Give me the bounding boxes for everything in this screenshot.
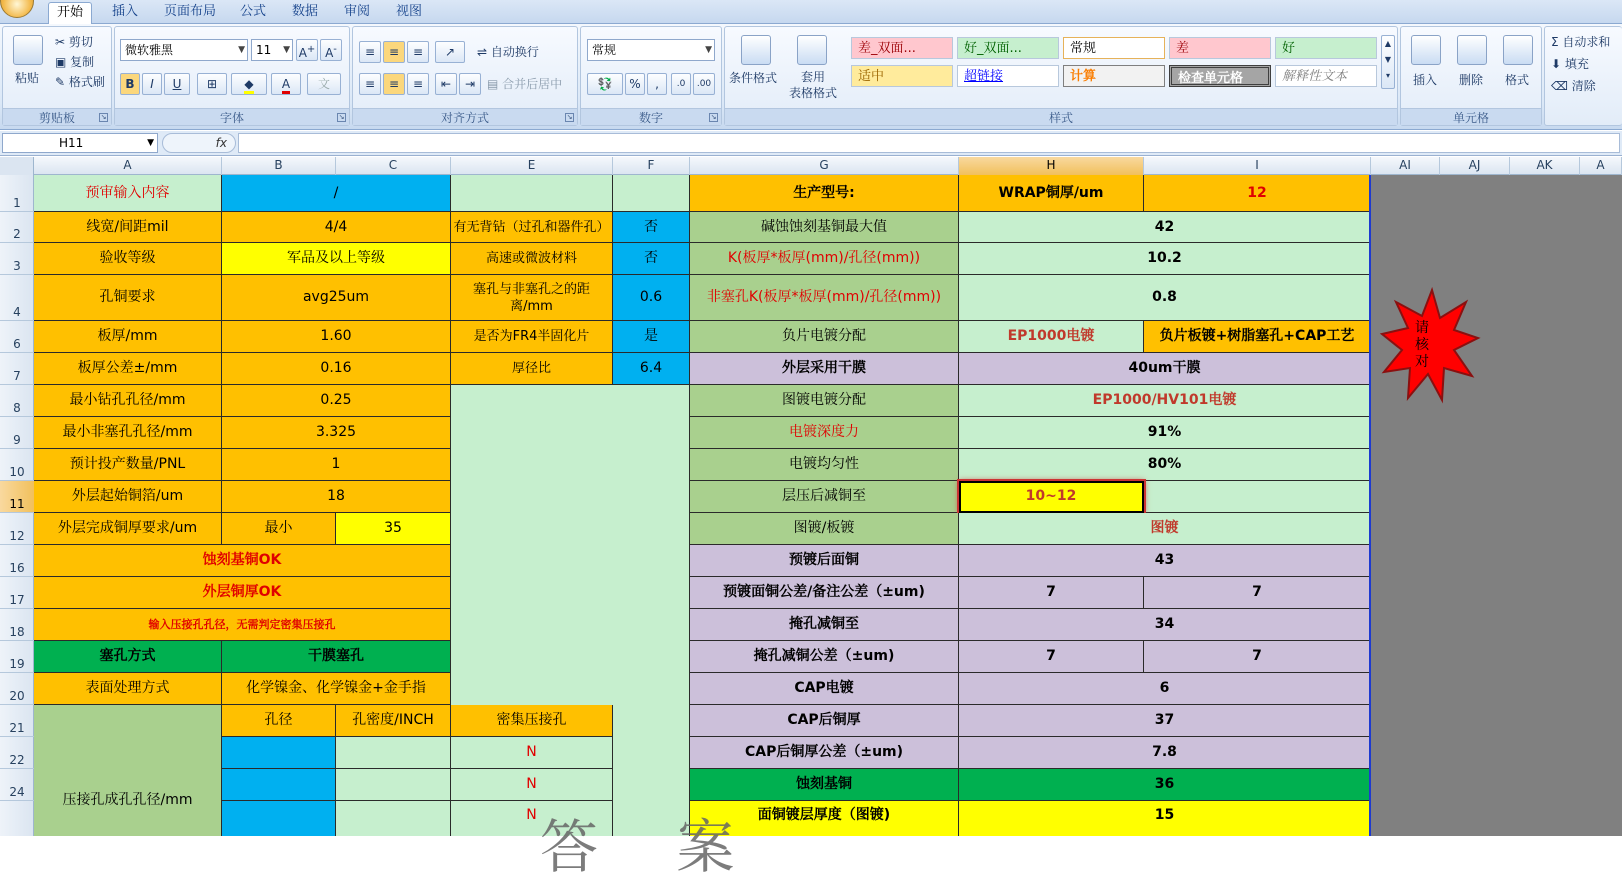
increase-indent-button[interactable]: ⇥	[459, 73, 481, 95]
cell-H12[interactable]: 图镀	[959, 513, 1371, 545]
fill-color-button[interactable]	[231, 73, 267, 95]
cell-A20[interactable]: 表面处理方式	[34, 673, 222, 705]
cell-E2[interactable]: 有无背钻（过孔和器件孔）	[451, 212, 613, 243]
cell-F7[interactable]: 6.4	[613, 353, 690, 385]
chevron-down-icon: ▼	[147, 138, 154, 148]
row-header[interactable]	[0, 545, 34, 577]
autosum-button[interactable]: Σ 自动求和	[1551, 35, 1611, 49]
select-all-corner[interactable]	[0, 157, 34, 175]
cell-B1[interactable]: /	[222, 175, 451, 212]
group-alignment	[352, 26, 578, 126]
selection-box	[959, 481, 1144, 513]
cell-H7[interactable]: 40um干膜	[959, 353, 1371, 385]
cell-H4[interactable]: 0.8	[959, 275, 1371, 321]
conditional-format-button[interactable]: 条件格式	[729, 71, 778, 85]
column-header[interactable]: H	[959, 157, 1144, 175]
cell-B10[interactable]: 1	[222, 449, 451, 481]
cell-H21[interactable]: 37	[959, 705, 1371, 737]
delete-cells-icon[interactable]	[1457, 35, 1487, 65]
column-header[interactable]: I	[1144, 157, 1371, 175]
cell-C12[interactable]: 35	[336, 513, 451, 545]
cell-E22[interactable]: N	[451, 737, 613, 769]
row-number: 21	[9, 721, 25, 735]
column-header[interactable]: A	[1580, 157, 1622, 175]
row-number: 4	[13, 305, 21, 319]
row-header[interactable]	[0, 175, 34, 212]
cell-E3[interactable]: 高速或微波材料	[451, 243, 613, 275]
group-title-number: 数字	[581, 108, 721, 125]
comma-button[interactable]: ,	[647, 73, 667, 95]
font-color-icon: A	[282, 77, 290, 94]
cell-E1[interactable]	[451, 175, 613, 212]
style-neutral[interactable]: 适中	[851, 65, 953, 87]
align-middle-button[interactable]: ≡	[383, 41, 405, 63]
row-number: 22	[9, 753, 25, 767]
cell-E24[interactable]: N	[451, 769, 613, 801]
cell-A12[interactable]: 外层完成铜厚要求/um	[34, 513, 222, 545]
cell-B11[interactable]: 18	[222, 481, 451, 513]
wrap-icon: ⇌	[477, 45, 491, 59]
font-name-combo[interactable]: 微软雅黑 ▼	[120, 39, 248, 61]
cell-H9[interactable]: 91%	[959, 417, 1371, 449]
row-number: 19	[9, 657, 25, 671]
cell-E6[interactable]: 是否为FR4半固化片	[451, 321, 613, 353]
row-number: 3	[13, 259, 21, 273]
cell-B22[interactable]	[222, 737, 336, 769]
bold-button[interactable]: B	[120, 73, 140, 95]
cell-A3[interactable]: 验收等级	[34, 243, 222, 275]
cell-A9[interactable]: 最小非塞孔孔径/mm	[34, 417, 222, 449]
align-left-button[interactable]: ≡	[359, 73, 381, 95]
border-button[interactable]	[197, 73, 227, 95]
underline-button[interactable]: U	[164, 73, 190, 95]
orientation-button[interactable]: ↗	[435, 41, 465, 63]
chevron-down-icon: ▼	[283, 45, 290, 55]
styles-scroll[interactable]: ▲ ▼ ▾	[1381, 35, 1395, 89]
insert-cells-button[interactable]: 插入	[1413, 73, 1438, 87]
cell-G24[interactable]: 蚀刻基铜	[690, 769, 959, 801]
decrease-decimal-button[interactable]: .00	[693, 73, 715, 95]
chevron-down-icon: ▼	[238, 45, 245, 55]
group-number	[580, 26, 722, 126]
cell-A1[interactable]: 预审输入内容	[34, 175, 222, 212]
cell-I11[interactable]	[1144, 481, 1371, 513]
copy-button[interactable]: ▣ 复制	[55, 55, 95, 69]
cell-A4[interactable]: 孔铜要求	[34, 275, 222, 321]
row-number: 6	[13, 337, 21, 351]
row-number: 11	[9, 497, 25, 511]
cell-A24: 压接孔成孔孔径/mm	[62, 792, 193, 808]
group-font	[114, 26, 350, 126]
cell-C21[interactable]: 孔密度/INCH	[336, 705, 451, 737]
cell-B25[interactable]	[222, 801, 336, 836]
cell-G12[interactable]: 图镀/板镀	[690, 513, 959, 545]
cell-H22[interactable]: 7.8	[959, 737, 1371, 769]
row-number: 20	[9, 689, 25, 703]
tab-home[interactable]: 开始	[48, 2, 92, 24]
cell-F3[interactable]: 否	[613, 243, 690, 275]
shrink-font-button[interactable]: A-	[320, 39, 342, 61]
cell-E8-block[interactable]	[451, 385, 690, 712]
group-clipboard	[2, 26, 112, 126]
cell-H8[interactable]: EP1000/HV101电镀	[959, 385, 1371, 417]
cell-A19[interactable]: 塞孔方式	[34, 641, 222, 673]
merge-icon: ▤	[487, 77, 503, 91]
scissors-icon: ✂	[55, 35, 69, 49]
cell-I6[interactable]: 负片板镀+树脂塞孔+CAP工艺	[1144, 321, 1371, 353]
percent-button[interactable]: %	[625, 73, 645, 95]
cell-G20[interactable]: CAP电镀	[690, 673, 959, 705]
row-number: 10	[9, 465, 25, 479]
cell-B3[interactable]: 军品及以上等级	[222, 243, 451, 275]
cell-B6[interactable]: 1.60	[222, 321, 451, 353]
cell-A6[interactable]: 板厚/mm	[34, 321, 222, 353]
paste-icon[interactable]	[13, 35, 43, 65]
cell-H24[interactable]: 36	[959, 769, 1371, 801]
cell-H3[interactable]: 10.2	[959, 243, 1371, 275]
cell-H18[interactable]: 34	[959, 609, 1371, 641]
row-header[interactable]	[0, 481, 34, 513]
font-color-button[interactable]	[271, 73, 301, 95]
copy-icon: ▣	[55, 55, 71, 69]
cell-C24[interactable]	[336, 769, 451, 801]
delete-cells-button[interactable]: 删除	[1459, 73, 1484, 87]
name-box[interactable]: H11 ▼	[2, 133, 158, 153]
cell-H17[interactable]: 7	[959, 577, 1144, 609]
cell-I17[interactable]: 7	[1144, 577, 1371, 609]
row-header[interactable]	[0, 385, 34, 417]
row-headers	[0, 175, 34, 836]
column-header[interactable]: AJ	[1440, 157, 1510, 175]
cell-H2[interactable]: 42	[959, 212, 1371, 243]
cell-A11[interactable]: 外层起始铜箔/um	[34, 481, 222, 513]
cell-I19[interactable]: 7	[1144, 641, 1371, 673]
cell-F2[interactable]: 否	[613, 212, 690, 243]
column-header[interactable]: AK	[1510, 157, 1580, 175]
insert-cells-icon[interactable]	[1411, 35, 1441, 65]
cut-button[interactable]: ✂ 剪切	[55, 35, 93, 49]
cell-G18[interactable]: 掩孔减铜至	[690, 609, 959, 641]
number-launcher-icon[interactable]: ↘	[710, 113, 717, 121]
tab-data[interactable]: 数据	[292, 4, 319, 19]
chevron-down-icon: ▼	[705, 45, 712, 55]
style-explanatory[interactable]: 解释性文本	[1275, 65, 1377, 87]
increase-decimal-button[interactable]: .0	[671, 73, 691, 95]
cell-B24[interactable]	[222, 769, 336, 801]
cell-G8[interactable]: 图镀电镀分配	[690, 385, 959, 417]
row-header[interactable]	[0, 641, 34, 673]
style-good[interactable]: 好	[1275, 37, 1377, 59]
cell-A2[interactable]: 线宽/间距mil	[34, 212, 222, 243]
row-header[interactable]	[0, 212, 34, 243]
decrease-indent-button[interactable]: ⇤	[435, 73, 457, 95]
clipboard-launcher-icon[interactable]: ↘	[100, 113, 107, 121]
cell-F4[interactable]: 0.6	[613, 275, 690, 321]
row-header[interactable]	[0, 275, 34, 321]
row-number: 8	[13, 401, 21, 415]
cell-B20[interactable]: 化学镍金、化学镍金+金手指	[222, 673, 451, 705]
cell-A18[interactable]: 输入压接孔孔径，无需判定密集压接孔	[34, 609, 451, 641]
cell-H10[interactable]: 80%	[959, 449, 1371, 481]
cell-B21[interactable]: 孔径	[222, 705, 336, 737]
group-cells	[1400, 26, 1542, 126]
cell-B12[interactable]: 最小	[222, 513, 336, 545]
column-header[interactable]: E	[451, 157, 613, 175]
gray-area	[1371, 175, 1622, 836]
group-title-alignment: 对齐方式	[353, 108, 577, 125]
row-number: 12	[9, 529, 25, 543]
cell-G21[interactable]: CAP后铜厚	[690, 705, 959, 737]
cell-I1[interactable]: 12	[1144, 175, 1371, 212]
cell-G3[interactable]: K(板厚*板厚(mm)/孔径(mm))	[690, 243, 959, 275]
cell-A8[interactable]: 最小钻孔孔径/mm	[34, 385, 222, 417]
cell-G10[interactable]: 电镀均匀性	[690, 449, 959, 481]
column-headers	[0, 157, 1622, 175]
cell-E25[interactable]: N	[451, 801, 613, 836]
group-title-font: 字体	[115, 108, 349, 125]
tab-page-layout[interactable]: 页面布局	[164, 4, 217, 19]
group-styles	[724, 26, 1398, 126]
style-good-double[interactable]: 好_双面...	[957, 37, 1059, 59]
cell-B4[interactable]: avg25um	[222, 275, 451, 321]
align-center-button[interactable]: ≡	[383, 73, 405, 95]
row-header[interactable]	[0, 321, 34, 353]
fx-icon[interactable]: fx	[162, 133, 236, 153]
formula-bar	[0, 131, 1622, 156]
wrap-text-button[interactable]: ⇌ 自动换行	[477, 45, 539, 59]
column-header[interactable]: F	[613, 157, 690, 175]
align-bottom-button[interactable]: ≡	[407, 41, 429, 63]
row-number: 2	[13, 227, 21, 241]
row-header[interactable]	[0, 449, 34, 481]
callout-text: 请核对	[1415, 320, 1429, 370]
row-header[interactable]	[0, 353, 34, 385]
align-right-button[interactable]: ≡	[407, 73, 429, 95]
brush-icon: ✎	[55, 75, 69, 89]
paste-button[interactable]: 粘贴	[15, 71, 40, 85]
row-number: 18	[9, 625, 25, 639]
group-title-cells: 单元格	[1401, 108, 1541, 125]
cell-G19[interactable]: 掩孔减铜公差（±um)	[690, 641, 959, 673]
paint-bucket-icon: ◆	[244, 77, 253, 94]
align-top-button[interactable]: ≡	[359, 41, 381, 63]
column-header[interactable]: A	[34, 157, 222, 175]
row-header[interactable]	[0, 513, 34, 545]
alignment-launcher-icon[interactable]: ↘	[566, 113, 573, 121]
cell-H6[interactable]: EP1000电镀	[959, 321, 1144, 353]
row-number: 7	[13, 369, 21, 383]
tab-insert[interactable]: 插入	[112, 4, 139, 19]
group-editing	[1544, 26, 1622, 126]
cell-A10[interactable]: 预计投产数量/PNL	[34, 449, 222, 481]
style-calculation[interactable]: 计算	[1063, 65, 1165, 87]
italic-button[interactable]: I	[142, 73, 162, 95]
clear-button[interactable]: ⌫ 清除	[1551, 79, 1596, 93]
format-cells-icon[interactable]	[1503, 35, 1533, 65]
row-number: 16	[9, 561, 25, 575]
row-header[interactable]	[0, 577, 34, 609]
office-button[interactable]	[0, 0, 34, 18]
style-normal[interactable]: 常规	[1063, 37, 1165, 59]
cell-H11[interactable]: 10~12	[959, 481, 1144, 513]
row-number: 1	[13, 196, 21, 210]
group-title-styles: 样式	[725, 108, 1397, 125]
eraser-icon: ⌫	[1551, 79, 1572, 93]
cell-F6[interactable]: 是	[613, 321, 690, 353]
column-header[interactable]: AI	[1371, 157, 1440, 175]
cell-G4[interactable]: 非塞孔K(板厚*板厚(mm)/孔径(mm))	[690, 275, 959, 321]
table-format-icon[interactable]	[797, 35, 827, 65]
row-header[interactable]	[0, 705, 34, 737]
cell-A21-block[interactable]	[34, 705, 222, 836]
sheet-grid	[34, 175, 1622, 836]
row-number: 24	[9, 785, 25, 799]
style-hyperlink[interactable]: 超链接	[957, 65, 1059, 87]
border-icon: ⊞	[206, 77, 218, 91]
cell-H16[interactable]: 43	[959, 545, 1371, 577]
style-bad-double[interactable]: 差_双面...	[851, 37, 953, 59]
cell-E21[interactable]: 密集压接孔	[451, 705, 613, 737]
row-number: 9	[13, 433, 21, 447]
cell-A7[interactable]: 板厚公差±/mm	[34, 353, 222, 385]
cell-A17[interactable]: 外层铜厚OK	[34, 577, 451, 609]
column-header[interactable]: B	[222, 157, 336, 175]
cell-G16[interactable]: 预镀后面铜	[690, 545, 959, 577]
row-header[interactable]	[0, 417, 34, 449]
cell-B7[interactable]: 0.16	[222, 353, 451, 385]
phonetic-button[interactable]: 文	[307, 73, 341, 95]
conditional-format-icon[interactable]	[741, 35, 771, 65]
row-header[interactable]	[0, 673, 34, 705]
cell-G22[interactable]: CAP后铜厚公差（±um)	[690, 737, 959, 769]
format-cells-button[interactable]: 格式	[1505, 73, 1530, 87]
cell-G7[interactable]: 外层采用干膜	[690, 353, 959, 385]
row-header[interactable]	[0, 243, 34, 275]
column-header[interactable]: C	[336, 157, 451, 175]
grow-font-button[interactable]: A+	[296, 39, 318, 61]
cell-G1[interactable]: 生产型号:	[690, 175, 959, 212]
number-format-combo[interactable]: 常规 ▼	[587, 39, 715, 61]
row-header[interactable]	[0, 609, 34, 641]
column-header[interactable]: G	[690, 157, 959, 175]
watermark-text: 答 案	[540, 813, 765, 881]
tab-review[interactable]: 审阅	[344, 4, 371, 19]
cell-C22[interactable]	[336, 737, 451, 769]
cell-H25[interactable]: 15	[959, 801, 1371, 836]
formula-input[interactable]	[238, 133, 1620, 153]
cell-G11[interactable]: 层压后减铜至	[690, 481, 959, 513]
print-area-border	[1369, 175, 1371, 836]
cell-G2[interactable]: 碱蚀蚀刻基铜最大值	[690, 212, 959, 243]
fill-icon: ⬇	[1551, 57, 1565, 71]
cell-G25[interactable]: 面铜镀层厚度（图镀)	[690, 801, 959, 836]
cell-H20[interactable]: 6	[959, 673, 1371, 705]
cell-B8[interactable]: 0.25	[222, 385, 451, 417]
cell-G9[interactable]: 电镀深度力	[690, 417, 959, 449]
merge-center-button[interactable]: ▤ 合并后居中	[487, 77, 563, 91]
tab-view[interactable]: 视图	[396, 4, 423, 19]
cell-F1[interactable]	[613, 175, 690, 212]
style-check-cell[interactable]: 检查单元格	[1169, 65, 1271, 87]
cell-B19[interactable]: 干膜塞孔	[222, 641, 451, 673]
row-header[interactable]	[0, 769, 34, 801]
tab-formulas[interactable]: 公式	[240, 4, 267, 19]
cell-C25[interactable]	[336, 801, 451, 836]
currency-button[interactable]: 💱	[587, 73, 623, 95]
cell-E7[interactable]: 厚径比	[451, 353, 613, 385]
callout-star[interactable]	[1380, 288, 1480, 408]
cell-G17[interactable]: 预镀面铜公差/备注公差（±um)	[690, 577, 959, 609]
font-launcher-icon[interactable]: ↘	[338, 113, 345, 121]
ribbon	[0, 24, 1622, 130]
row-header[interactable]	[0, 737, 34, 769]
cell-A16[interactable]: 蚀刻基铜OK	[34, 545, 451, 577]
table-format-button[interactable]: 套用 表格格式	[789, 70, 838, 100]
group-title-clipboard: 剪贴板	[3, 108, 111, 125]
cell-B9[interactable]: 3.325	[222, 417, 451, 449]
fill-button[interactable]: ⬇ 填充	[1551, 57, 1589, 71]
cell-H1[interactable]: WRAP铜厚/um	[959, 175, 1144, 212]
cell-E4[interactable]: 塞孔与非塞孔之的距离/mm	[451, 275, 613, 321]
cell-B2[interactable]: 4/4	[222, 212, 451, 243]
format-painter-button[interactable]: ✎ 格式刷	[55, 75, 105, 89]
cell-G6[interactable]: 负片电镀分配	[690, 321, 959, 353]
style-bad[interactable]: 差	[1169, 37, 1271, 59]
cell-H19[interactable]: 7	[959, 641, 1144, 673]
ribbon-tab-bar	[0, 0, 1622, 24]
font-size-combo[interactable]: 11 ▼	[251, 39, 293, 61]
row-number: 17	[9, 593, 25, 607]
